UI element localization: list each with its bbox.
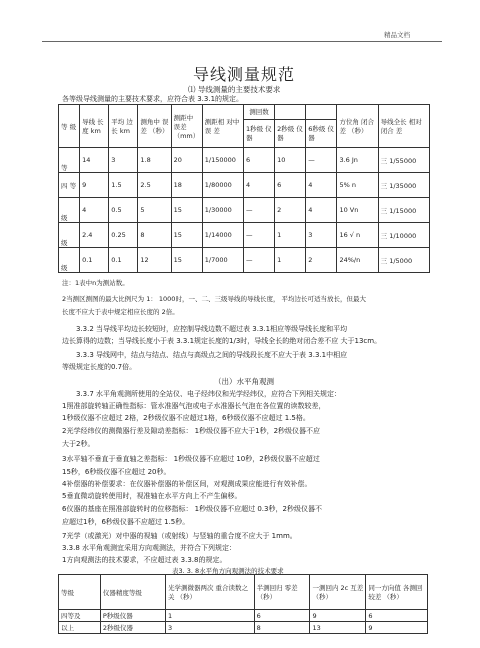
table-cell: 三 1/35000: [378, 173, 429, 198]
item-5: 5垂直微动旋转使用时，视准轴在水平方向上不产生偏移。: [62, 492, 242, 500]
table-cell: 6: [366, 610, 428, 622]
note-1: 注：1表中n为测站数。: [62, 279, 129, 287]
section-heading-1: ⑴ 导线测量的主要技术要求: [188, 85, 281, 94]
table-cell: 24%/n: [337, 248, 378, 273]
col-inst1: [243, 105, 274, 148]
table-cell: 3.6 Jn: [337, 148, 378, 173]
table-cell: 四等及: [59, 610, 101, 622]
table-cell: 4: [80, 198, 109, 223]
para-332-line2: 边长算得的边数；当导线长度小于表 3.3.1规定长度的1/3时，导线全长的绝对闭合差不应 大于13cm。: [62, 337, 382, 345]
table-cell: 3: [109, 148, 138, 173]
table-cell: 1.5: [109, 173, 138, 198]
col-direction: 同一方向值 各测回较差 （秒）: [366, 575, 428, 610]
note-2: 2当测区测图的最大比例尺为 1： 1000时，一、二、三级导线的导线长度， 平均边长可适当放长，但最大: [62, 295, 367, 303]
item-7: 7光学（或激光）对中器的视轴（或射线）与竖轴的重合度不应大于 1mm。: [62, 532, 297, 540]
table-cell: —: [243, 223, 274, 248]
table-cell: 三 1/5000: [378, 248, 429, 273]
col-closure: 方位角 闭合差 （秒）: [337, 105, 378, 148]
table-cell: 14: [80, 148, 109, 173]
table-row: [59, 248, 430, 273]
col-side: 平均 边长 km: [109, 105, 138, 148]
table-cell: 三 1/10000: [378, 223, 429, 248]
col-inst2: [275, 105, 306, 148]
table-cell: 5: [138, 198, 171, 223]
col-dist-err: 测距中 误差 （mm）: [171, 105, 202, 148]
table-cell: —: [306, 148, 337, 173]
table-cell: 2.4: [80, 223, 109, 248]
table-cell: 12: [138, 248, 171, 273]
table-cell: 1: [275, 248, 306, 273]
note-3: 长度不应大于表中规定相应长度的 2倍。: [62, 308, 179, 316]
col-inst6: [306, 105, 337, 148]
item-1a: 1照准部旋转轴正确性指标：管水准器气泡或电子水准器长气泡在各位置的读数较差，: [62, 402, 326, 410]
table-header-row: [59, 105, 430, 148]
table-cell: 9: [80, 173, 109, 198]
header-watermark: 精品文档: [384, 31, 410, 39]
table-cell: 3: [165, 622, 254, 634]
item-3b: 15秒，6秒级仪器不应超过 20秒。: [62, 468, 171, 476]
table-cell: 0.1: [109, 248, 138, 273]
para-332-line1: 3.3.2 当导线平均边长较短时，应控制导线边数不超过表 3.3.1相应等级导线长度和平均: [76, 325, 348, 333]
table-cell: 13: [310, 622, 366, 634]
table-header-row: [59, 575, 428, 610]
table-cell: —: [243, 248, 274, 273]
table-cell: 1: [165, 610, 254, 622]
table-cell: 5% n: [337, 173, 378, 198]
table-cell: 2: [275, 198, 306, 223]
table-row: [59, 198, 430, 223]
item-6b: 应超过1秒，6秒级仪器不应超过 1.5秒。: [62, 518, 190, 526]
item-338: 3.3.8 水平角观测宜采用方向观测法，并符合下列规定：: [62, 544, 237, 552]
table-cell: 1/150000: [202, 148, 243, 173]
table-cell: 6: [254, 610, 310, 622]
table-cell: P秒级仪器: [100, 610, 165, 622]
table-row: [59, 173, 430, 198]
table-row: [59, 148, 430, 173]
item-4: 4补偿器的补偿要求：在仪器补偿器的补偿区间，对观测成果应能进行有效补偿。: [62, 480, 312, 488]
table-cell: 16 √ n: [337, 223, 378, 248]
table-cell: 6: [275, 173, 306, 198]
grade-cell: 级: [59, 223, 80, 248]
section-heading-2: （出）水平角观测: [214, 377, 274, 386]
table-cell: 2: [306, 248, 337, 273]
item-1b: 1秒级仪器不应超过 2格，2秒级仪器不应超过1格，6秒级仪器不应超过 1.5格。: [62, 414, 310, 422]
col-inst2-label: 2秒级 仪器: [277, 124, 303, 142]
table-cell: 3: [306, 223, 337, 248]
table-traverse-requirements: [58, 104, 430, 273]
table-cell: 9: [310, 610, 366, 622]
col-precision: 仪器精度等级: [100, 575, 165, 610]
col-count-group: 测回数: [244, 107, 274, 120]
table-cell: 8: [138, 223, 171, 248]
grade-cell: 级: [59, 248, 80, 273]
table-cell: 4: [306, 198, 337, 223]
col-rel-err: 测距相 对中误 差: [202, 105, 243, 148]
table-cell: 18: [171, 173, 202, 198]
table-cell: 9: [366, 622, 428, 634]
para-333-line2: 等级规定长度的0.7倍。: [62, 363, 137, 371]
table-row: [59, 610, 428, 622]
table-cell: 15: [171, 223, 202, 248]
table2-caption: 表3. 3. 8水平角方向观测法的技术要求: [172, 567, 284, 575]
col-length: 导线 长度 km: [80, 105, 109, 148]
header-rule: [42, 41, 442, 42]
table-cell: 6: [243, 148, 274, 173]
grade-cell: 四 等: [59, 173, 80, 198]
table-cell: 以上: [59, 622, 101, 634]
col-grade: 等级: [59, 575, 101, 610]
col-inst6-label: 6秒级 仪器: [308, 124, 334, 142]
col-grade: 等 级: [59, 105, 80, 148]
table-cell: 1/30000: [202, 198, 243, 223]
table-row: [59, 622, 428, 634]
table-row: [59, 223, 430, 248]
table-cell: 1: [275, 223, 306, 248]
table-cell: 10 Vn: [337, 198, 378, 223]
col-full-rel: 导线全长 相对闭合 差: [378, 105, 429, 148]
item-337: 3.3.7 水平角观测所使用的全站仪、电子经纬仪和光学经纬仪，应符合下列相关规定：: [76, 390, 342, 398]
table-cell: 0.25: [109, 223, 138, 248]
table-cell: 1/14000: [202, 223, 243, 248]
table-cell: 2.5: [138, 173, 171, 198]
table-cell: 10: [275, 148, 306, 173]
para-333-line1: 3.3.3 导线网中，结点与结点、结点与高级点之间的导线段长度不应大于表 3.3.1中相应: [76, 351, 348, 359]
table-cell: 1/7000: [202, 248, 243, 273]
table-cell: 15: [171, 248, 202, 273]
table-cell: 4: [306, 173, 337, 198]
table-cell: 0.1: [80, 248, 109, 273]
table-cell: 0.5: [109, 198, 138, 223]
item-2b: 大于2秒。: [62, 440, 95, 448]
item-338-1: 1方向观测法的技术要求，不应超过表 3.3.8的规定。: [62, 556, 227, 564]
grade-cell: 级: [59, 198, 80, 223]
item-2a: 2光学经纬仪的测微器行差及隙动差指标： 1秒级仪器不应大于1秒，2秒级仪器不应: [62, 427, 321, 435]
table-cell: 15: [171, 198, 202, 223]
intro-text: 各等级导线测量的主要技术要求，应符合表 3.3.1的规定。: [62, 95, 244, 103]
table-cell: 4: [243, 173, 274, 198]
table-cell: —: [243, 198, 274, 223]
table-cell: 1.8: [138, 148, 171, 173]
col-2c: 一测回内 2c 互差（秒）: [310, 575, 366, 610]
table-cell: 三 1/55000: [378, 148, 429, 173]
col-half-return: 半测回归 零差（秒）: [254, 575, 310, 610]
table-cell: 8: [254, 622, 310, 634]
col-micrometer: 光学测微器两次 重合读数之关 （秒）: [165, 575, 254, 610]
table-cell: 2秒级仪器: [100, 622, 165, 634]
table-horizontal-angle: [58, 574, 428, 634]
table-cell: 20: [171, 148, 202, 173]
table-cell: 三 1/15000: [378, 198, 429, 223]
col-inst1-label: 1秒级 仪器: [245, 124, 272, 142]
col-angle-err: 测角中 误差 （秒）: [138, 105, 171, 148]
item-3a: 3水平轴不垂直于垂直轴之差指标： 1秒级仪器不应超过 10秒，2秒级仪器不应超过: [62, 455, 320, 463]
item-6a: 6仪器的基座在照准部旋转时的位移指标： 1秒级仪器不应超过 0.3秒，2秒级仪器不: [62, 505, 322, 513]
grade-cell: 等: [59, 148, 80, 173]
table-cell: 1/80000: [202, 173, 243, 198]
doc-title: 导线测量规范: [193, 65, 296, 84]
